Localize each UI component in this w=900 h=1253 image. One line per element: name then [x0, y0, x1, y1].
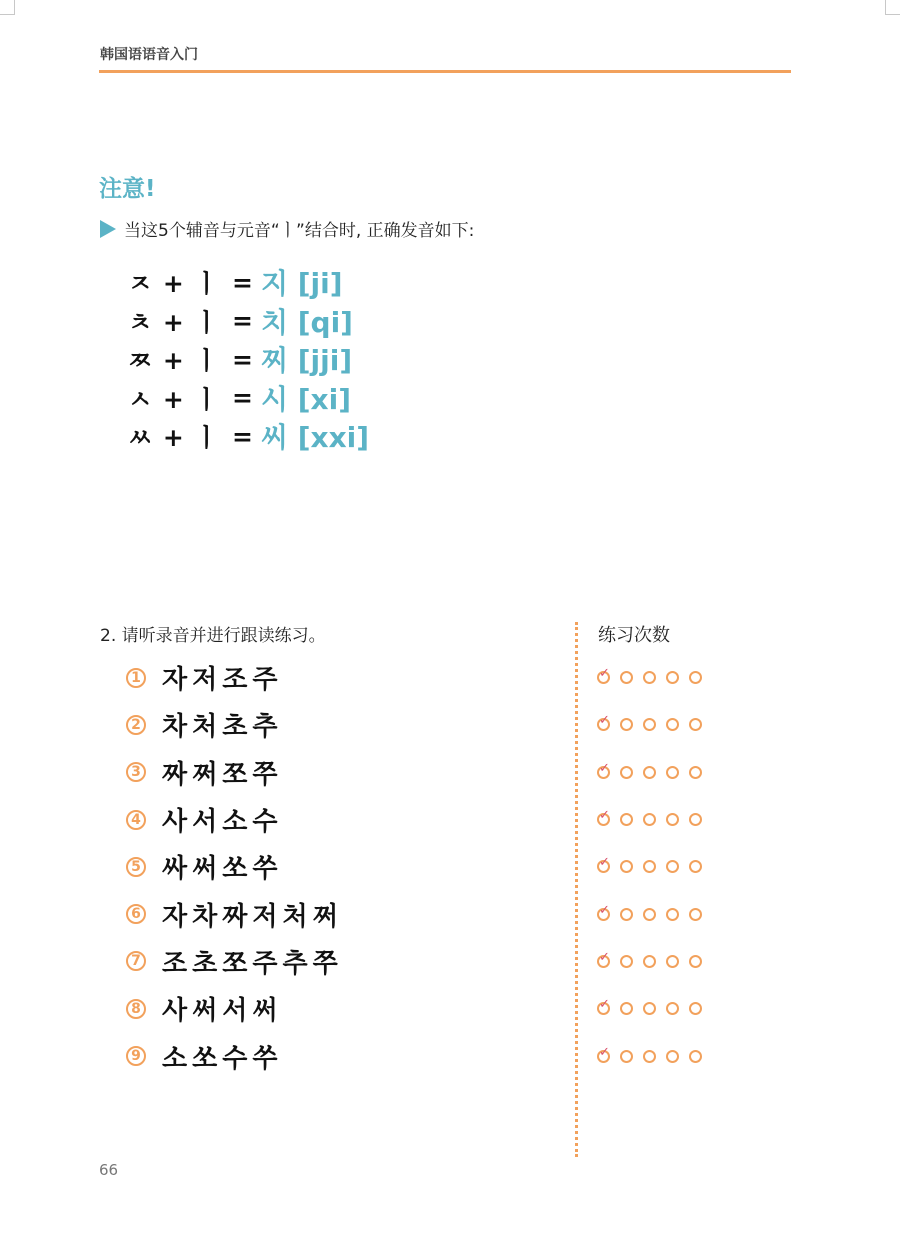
crop-mark-top-left [0, 0, 15, 15]
rule-equals: = [232, 306, 253, 336]
empty-circle[interactable] [620, 860, 633, 873]
check-mark-icon: ✓ [599, 713, 610, 729]
check-mark-icon: ✓ [599, 666, 610, 682]
item-number-badge: 8 [126, 999, 146, 1019]
practice-count-row [597, 890, 712, 937]
item-number-badge: 3 [126, 762, 146, 782]
rule-row [128, 379, 369, 418]
rule-lhs: ㅈ + ㅣ [128, 269, 220, 299]
practice-count-row [597, 796, 712, 843]
rule-lhs: ㅅ + ㅣ [128, 384, 220, 414]
checked-circle[interactable] [597, 949, 610, 968]
item-syllables: 자차짜저처쩌 [162, 901, 343, 932]
empty-circle[interactable] [643, 860, 656, 873]
item-syllables: 자저조주 [162, 665, 283, 696]
rule-row [128, 340, 369, 379]
rule-result: 씨 [xxi] [260, 421, 370, 455]
empty-circle[interactable] [666, 955, 679, 968]
running-header-title: 韩国语语音入门 [100, 47, 198, 63]
item-syllables: 조초쪼주추쭈 [162, 948, 343, 979]
item-number-badge: 9 [126, 1046, 146, 1066]
exercise-item [126, 796, 343, 843]
practice-count-checkboxes [597, 654, 712, 1080]
rule-lhs: ㅊ + ㅣ [128, 307, 220, 337]
rule-lhs: ㅉ + ㅣ [128, 346, 220, 376]
checked-circle[interactable] [597, 1044, 610, 1063]
pronunciation-rules [128, 263, 369, 456]
empty-circle[interactable] [689, 718, 702, 731]
empty-circle[interactable] [620, 671, 633, 684]
check-mark-icon: ✓ [599, 902, 610, 918]
empty-circle[interactable] [620, 1002, 633, 1015]
checked-circle[interactable] [597, 855, 610, 873]
checked-circle[interactable] [597, 713, 610, 731]
empty-circle[interactable] [643, 908, 656, 921]
empty-circle[interactable] [666, 766, 679, 779]
empty-circle[interactable] [689, 766, 702, 779]
item-number-badge: 2 [126, 715, 146, 735]
rule-equals: = [232, 421, 253, 451]
rule-equals: = [232, 383, 253, 413]
empty-circle[interactable] [620, 1050, 633, 1063]
rule-row [128, 302, 369, 341]
exercise-item [126, 938, 343, 985]
item-number-badge: 4 [126, 810, 146, 830]
item-syllables: 짜쩌쪼쭈 [162, 759, 283, 790]
empty-circle[interactable] [689, 860, 702, 873]
check-mark-icon: ✓ [599, 949, 610, 965]
practice-count-row [597, 938, 712, 985]
empty-circle[interactable] [643, 813, 656, 826]
exercise-item [126, 701, 343, 748]
empty-circle[interactable] [666, 1002, 679, 1015]
item-syllables: 사써서써 [162, 996, 283, 1027]
checked-circle[interactable] [597, 666, 610, 684]
practice-count-row [597, 843, 712, 890]
empty-circle[interactable] [643, 1050, 656, 1063]
empty-circle[interactable] [620, 813, 633, 826]
empty-circle[interactable] [666, 1050, 679, 1063]
exercise-list [126, 654, 343, 1080]
rule-equals: = [232, 267, 253, 297]
empty-circle[interactable] [643, 671, 656, 684]
rule-result: 시 [xi] [260, 382, 352, 416]
practice-count-row [597, 701, 712, 748]
check-mark-icon: ✓ [599, 760, 610, 776]
empty-circle[interactable] [666, 718, 679, 731]
item-number-badge: 7 [126, 951, 146, 971]
practice-count-row [597, 1032, 712, 1079]
exercise-item [126, 1032, 343, 1079]
notice-instruction [100, 216, 474, 241]
empty-circle[interactable] [643, 766, 656, 779]
empty-circle[interactable] [643, 1002, 656, 1015]
empty-circle[interactable] [689, 955, 702, 968]
empty-circle[interactable] [666, 908, 679, 921]
dotted-divider [575, 622, 578, 1157]
rule-equals: = [232, 344, 253, 374]
item-syllables: 차처초추 [162, 712, 283, 743]
empty-circle[interactable] [689, 908, 702, 921]
empty-circle[interactable] [620, 718, 633, 731]
practice-count-row [597, 749, 712, 796]
item-number-badge: 6 [126, 904, 146, 924]
empty-circle[interactable] [666, 813, 679, 826]
empty-circle[interactable] [689, 1002, 702, 1015]
rule-lhs: ㅆ + ㅣ [128, 423, 220, 453]
rule-result: 치 [qi] [260, 305, 353, 339]
exercise-item [126, 985, 343, 1032]
check-mark-icon: ✓ [599, 1044, 610, 1060]
item-number-badge: 1 [126, 668, 146, 688]
item-syllables: 싸써쏘쑤 [162, 854, 283, 885]
empty-circle[interactable] [666, 860, 679, 873]
exercise-item [126, 890, 343, 937]
empty-circle[interactable] [620, 955, 633, 968]
empty-circle[interactable] [643, 718, 656, 731]
practice-count-row [597, 654, 712, 701]
page-number: 66 [99, 1161, 119, 1179]
notice-instruction-text: 当这5个辅音与元音“ㅣ”结合时, 正确发音如下: [124, 221, 475, 241]
check-mark-icon: ✓ [599, 808, 610, 824]
item-syllables: 사서소수 [162, 807, 283, 838]
checked-circle[interactable] [597, 808, 610, 826]
empty-circle[interactable] [689, 1050, 702, 1063]
crop-mark-top-right [885, 0, 900, 15]
checked-circle[interactable] [597, 760, 610, 779]
empty-circle[interactable] [620, 766, 633, 779]
exercise-item [126, 749, 343, 796]
empty-circle[interactable] [689, 813, 702, 826]
empty-circle[interactable] [643, 955, 656, 968]
exercise-item [126, 654, 343, 701]
empty-circle[interactable] [666, 671, 679, 684]
rule-row [128, 417, 369, 456]
exercise-title: 2. 请听录音并进行跟读练习。 [100, 626, 326, 646]
empty-circle[interactable] [620, 908, 633, 921]
practice-count-label: 练习次数 [598, 625, 670, 646]
empty-circle[interactable] [689, 671, 702, 684]
exercise-item [126, 843, 343, 890]
triangle-bullet-icon [100, 220, 116, 238]
notice-heading: 注意! [99, 176, 156, 202]
rule-row [128, 263, 369, 302]
rule-result: 지 [ji] [260, 267, 343, 301]
item-number-badge: 5 [126, 857, 146, 877]
rule-result: 찌 [jji] [260, 344, 353, 378]
header-rule [99, 70, 791, 73]
checked-circle[interactable] [597, 902, 610, 921]
practice-count-row [597, 985, 712, 1032]
item-syllables: 소쏘수쑤 [162, 1043, 283, 1074]
check-mark-icon: ✓ [599, 997, 610, 1013]
checked-circle[interactable] [597, 997, 610, 1015]
check-mark-icon: ✓ [599, 855, 610, 871]
